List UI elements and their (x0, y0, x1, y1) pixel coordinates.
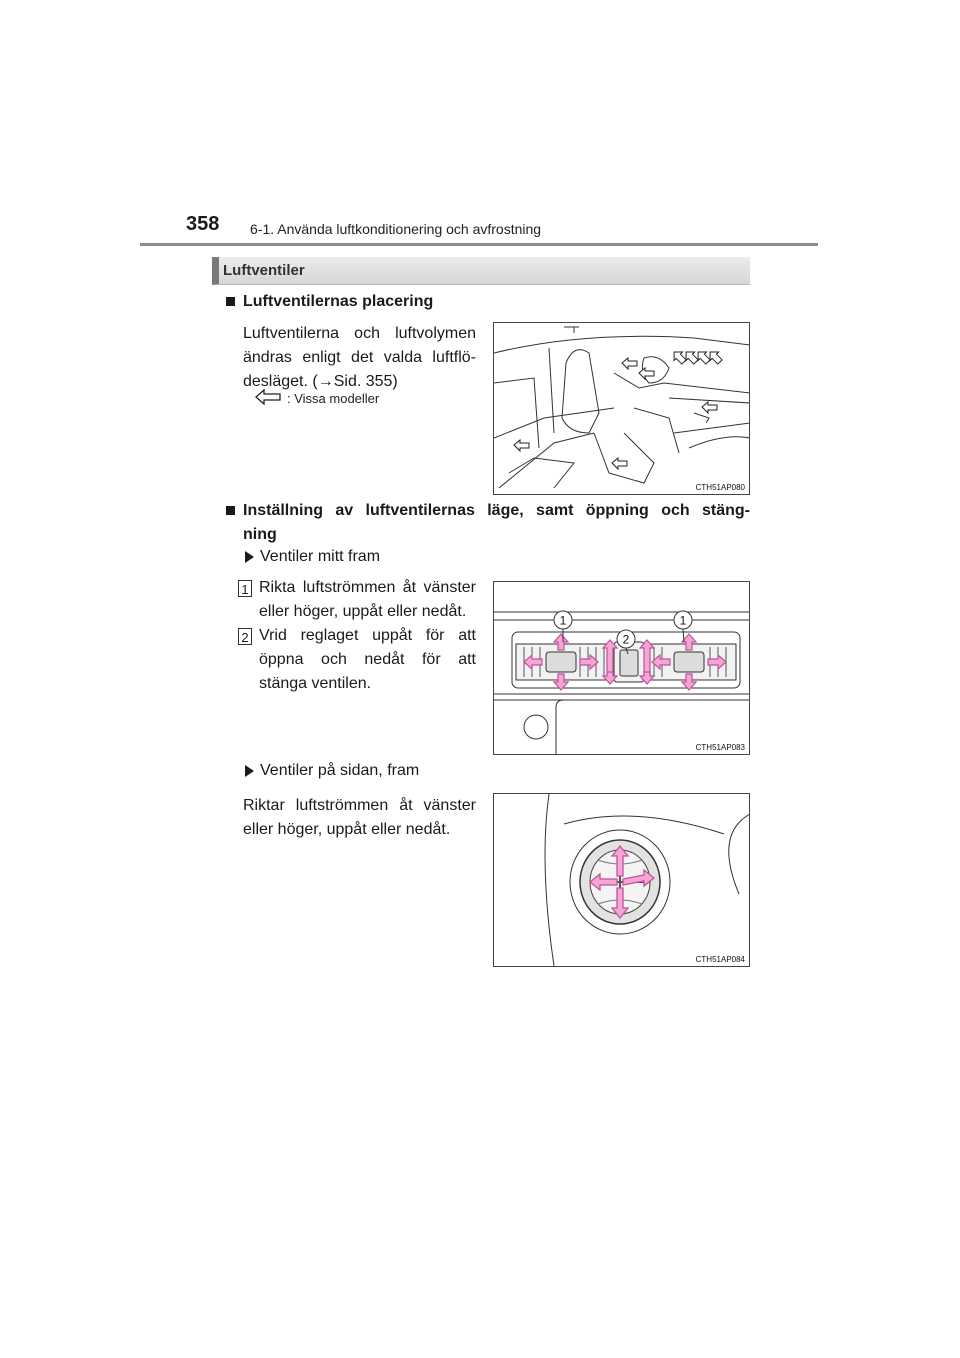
item-2-line-3: stänga ventilen. (259, 675, 372, 692)
chapter-title: 6-1. Använda luftkonditionering och avfrostning (250, 221, 542, 237)
item-2-line-1: Vrid reglaget uppåt för att (259, 627, 476, 644)
adjust-heading-line-2: ning (243, 526, 277, 543)
front-side-line-2: eller höger, uppåt eller nedåt. (243, 821, 451, 838)
item-1-line-1: Rikta luftströmmen åt vänster (259, 579, 476, 596)
heading-bullet (226, 506, 235, 515)
front-side-text (243, 794, 476, 842)
placement-heading: Luftventilernas placering (243, 293, 434, 310)
callout-2: 2 (622, 632, 630, 647)
header-divider (140, 243, 818, 246)
front-center-title: Ventiler mitt fram (260, 548, 381, 565)
item-2-text (259, 624, 476, 696)
placement-line-3: desläget. (→Sid. 355) (243, 373, 398, 390)
placement-line-2: ändras enligt det valda luftflö- (243, 349, 476, 366)
front-side-title: Ventiler på sidan, fram (260, 762, 420, 779)
figure-center-vents (493, 581, 750, 755)
interior-illustration (494, 323, 750, 495)
item-number-1: 1 (238, 580, 252, 597)
heading-bullet (226, 297, 235, 306)
adjust-heading-line-1: Inställning av luftventilernas läge, samt öppning och stäng- (243, 502, 750, 519)
adjust-heading (243, 499, 750, 547)
callout-1-left: 1 (559, 613, 567, 628)
item-2-line-2: öppna och nedåt för att (259, 651, 476, 668)
figure-code-083: CTH51AP083 (695, 743, 745, 752)
page-number: 358 (186, 213, 220, 235)
figure-code-084: CTH51AP084 (695, 955, 745, 964)
figure-side-vent (493, 793, 750, 967)
center-vents-illustration (494, 582, 750, 755)
arrow-legend-icon (255, 389, 281, 410)
triangle-bullet-icon (245, 551, 254, 563)
item-1-line-2: eller höger, uppåt eller nedåt. (259, 603, 467, 620)
front-side-line-1: Riktar luftströmmen åt vänster (243, 797, 476, 814)
triangle-bullet-icon (245, 765, 254, 777)
legend-text: : Vissa modeller (287, 391, 380, 406)
item-number-2: 2 (238, 628, 252, 645)
placement-line-1: Luftventilerna och luftvolymen (243, 325, 476, 342)
callout-1-right: 1 (679, 613, 687, 628)
figure-interior (493, 322, 750, 495)
placement-text (243, 322, 476, 394)
section-title: Luftventiler (223, 262, 305, 279)
item-1-text (259, 576, 476, 624)
side-vent-illustration (494, 794, 750, 967)
figure-code-080: CTH51AP080 (695, 483, 745, 492)
